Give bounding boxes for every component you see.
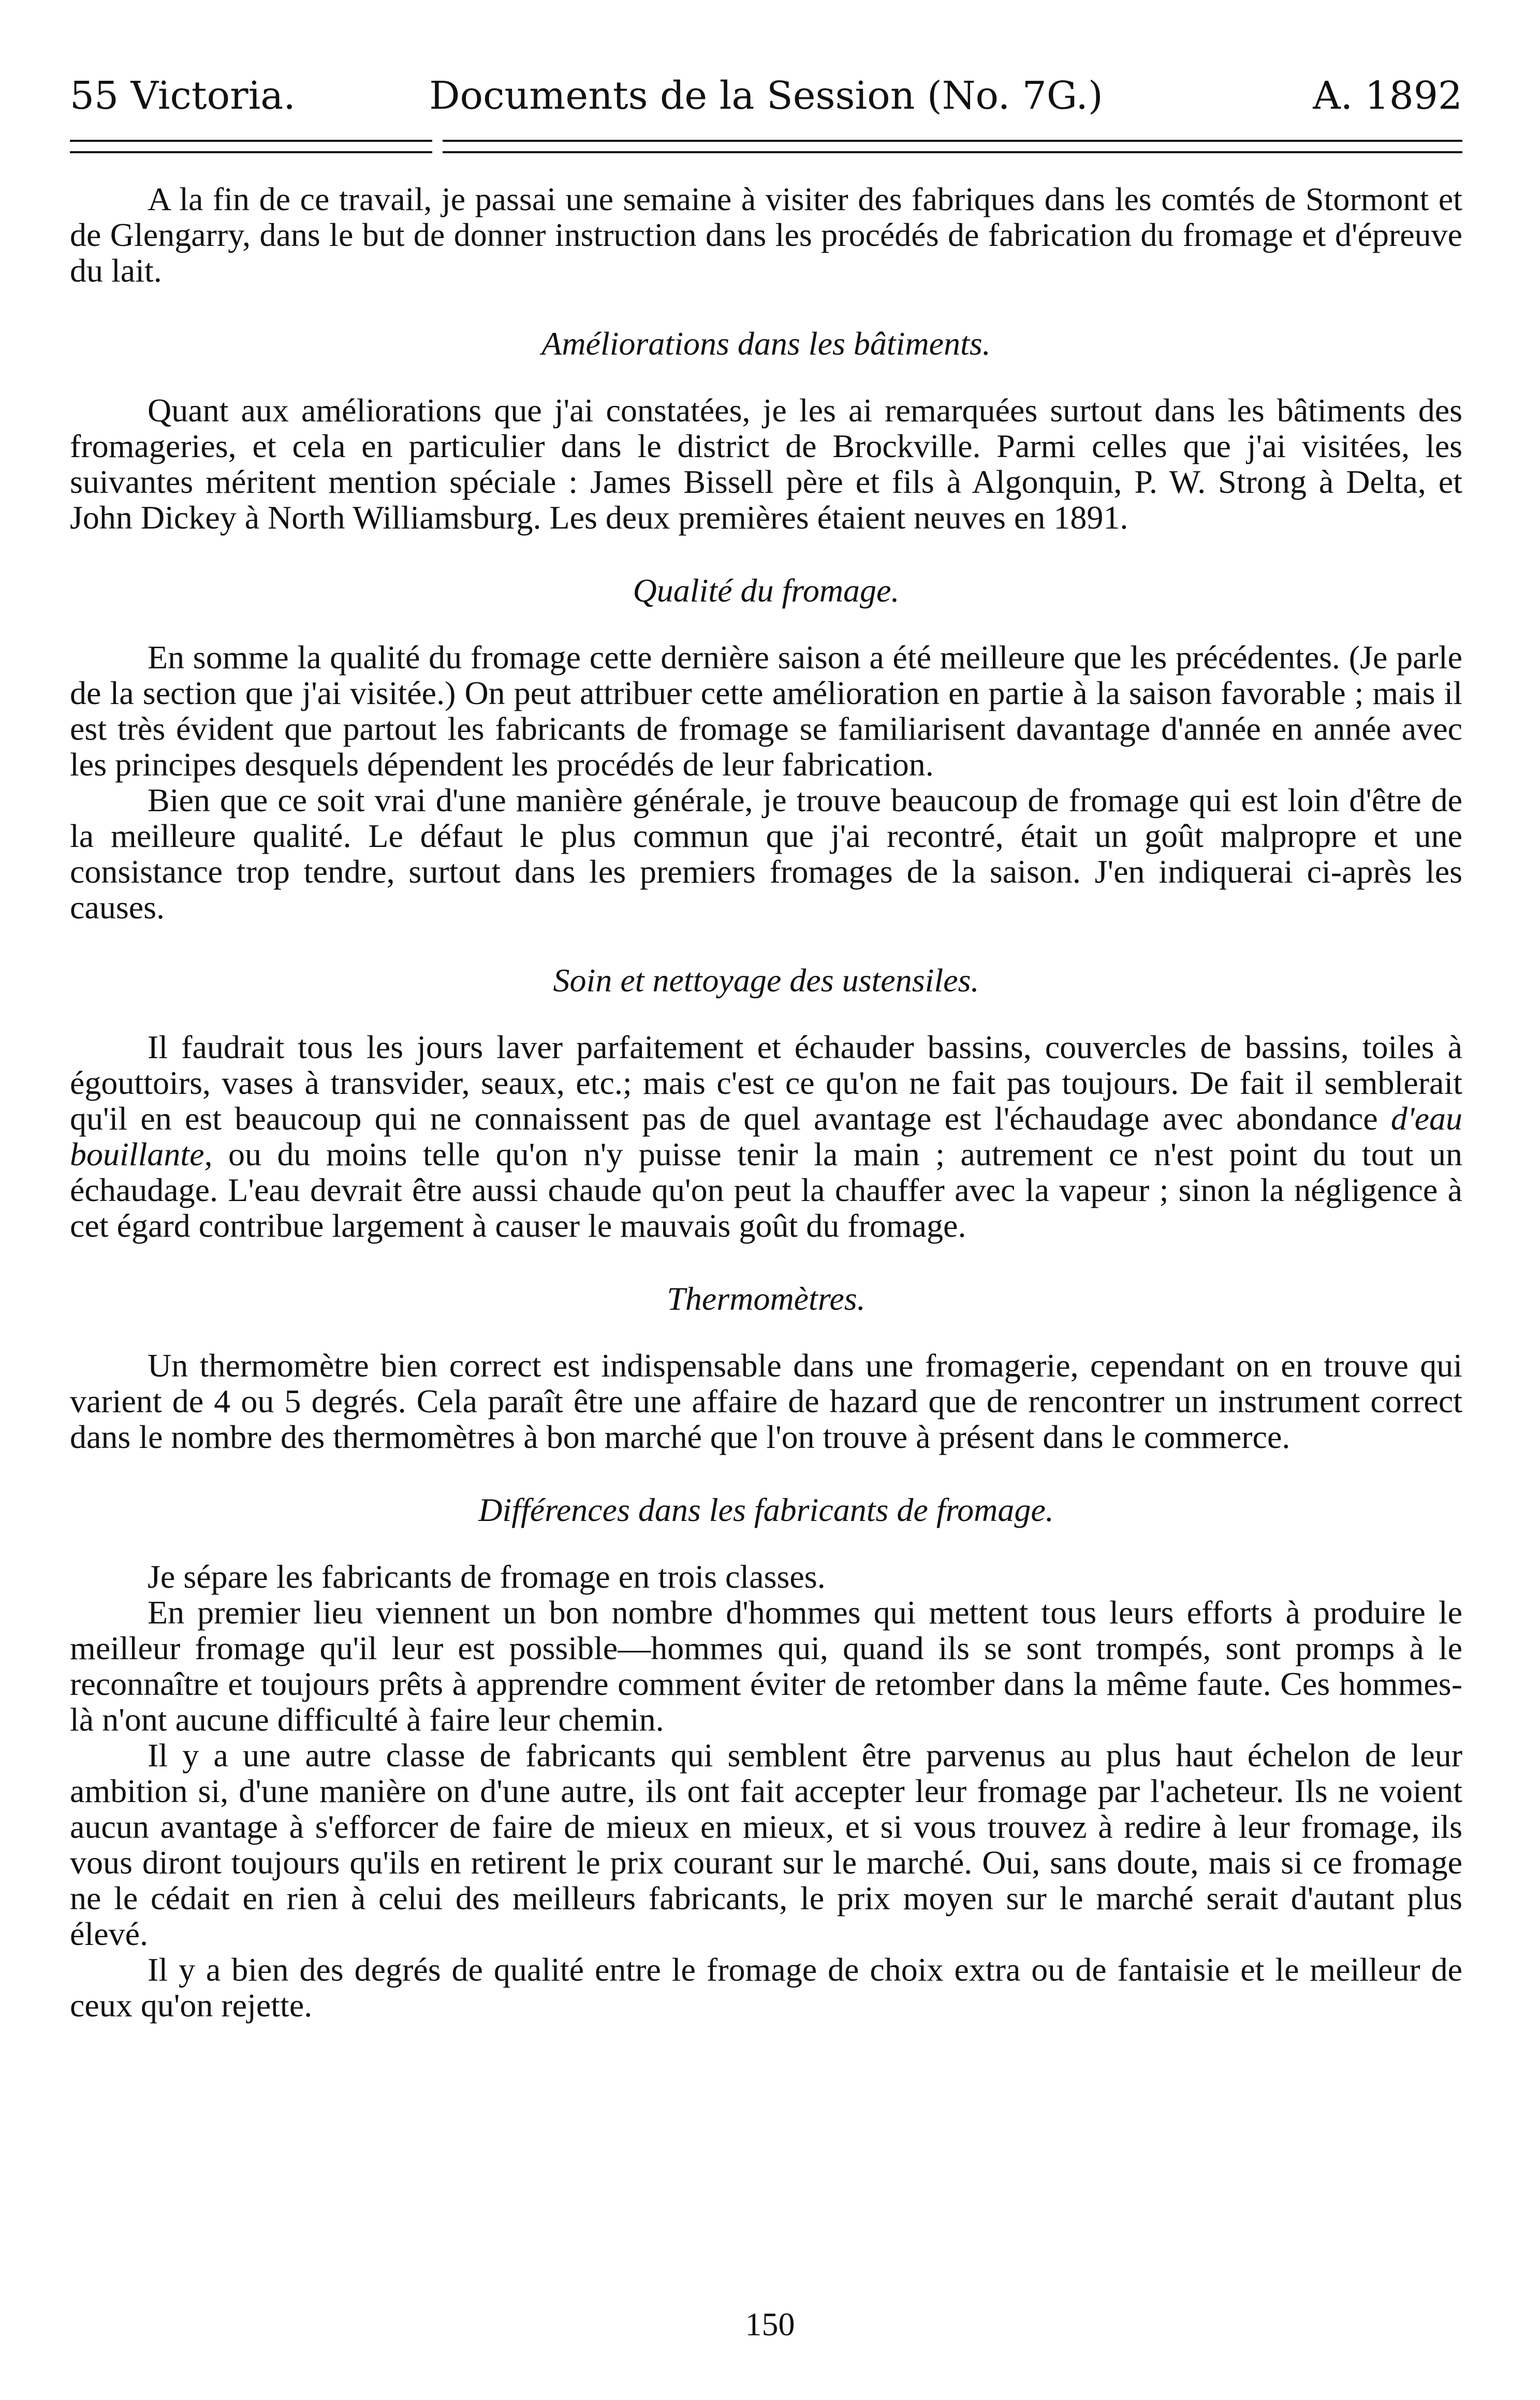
document-page (70, 67, 1462, 2023)
section-heading-thermometres: Thermomètres. (667, 1280, 866, 1317)
page-number: 150 (745, 2306, 795, 2343)
paragraph: Bien que ce soit vrai d'une manière générale, je trouve beaucoup de fromage qui est loin d'être de la meilleure qualité. Le défaut le plus commun que j'ai recontré, était un goût malpropre et une consistance trop tendre, surtout dans les premiers fromages de la saison. J'en indiquerai ci-après les causes. (70, 782, 1462, 926)
header-rule-right (443, 140, 1462, 153)
paragraph: Quant aux améliorations que j'ai constatées, je les ai remarquées surtout dans les bâtiments des fromageries, et cela en particulier dans le district de Brockville. Parmi celles que j'ai visitées, les suivantes méritent mention spéciale : James Bissell père et fils à Algonquin, P. W. Strong à Delta, et John Dickey à North Williamsburg. Les deux premières étaient neuves en 1891. (70, 392, 1462, 536)
intro-paragraph: A la fin de ce travail, je passai une semaine à visiter des fabriques dans les comtés de Stormont et de Glengarry, dans le but de donner instruction dans les procédés de fabrication du fromage et d'épreuve du lait. (70, 181, 1462, 289)
header-year: A. 1892 (1313, 74, 1462, 118)
header-rule-left (70, 140, 432, 153)
paragraph: Il y a une autre classe de fabricants qui semblent être parvenus au plus haut échelon de leur ambition si, d'une manière on d'une autre, ils ont fait accepter leur fromage par l'acheteur. Ils ne voient aucun avantage à s'efforcer de faire de mieux en mieux, et si vous trouvez à redire à leur fromage, ils vous diront toujours qu'ils en retirent le prix courant sur le marché. Oui, sans doute, mais si ce fromage ne le cédait en rien à celui des meilleurs fabricants, le prix moyen sur le marché serait d'autant plus élevé. (70, 1737, 1462, 1952)
paragraph: Un thermomètre bien correct est indispensable dans une fromagerie, cependant on en trouve qui varient de 4 ou 5 degrés. Cela paraît être une affaire de hazard que de rencontrer un instrument correct dans le nombre des thermomètres à bon marché que l'on trouve à présent dans le commerce. (70, 1347, 1462, 1455)
header-double-rule (70, 140, 1462, 160)
section-heading-soin: Soin et nettoyage des ustensiles. (553, 962, 979, 999)
paragraph (70, 1029, 1462, 1243)
paragraph-text: ou du moins telle qu'on n'y puisse tenir la main ; autrement ce n'est point du tout un échaudage. L'eau devrait être aussi chaude qu'on peut la chauffer avec la vapeur ; sinon la négligence à cet égard contribue largement à causer le mauvais goût du fromage. (70, 1136, 1462, 1244)
section-heading-differences: Différences dans les fabricants de fromage. (478, 1491, 1054, 1528)
section-heading-qualite: Qualité du fromage. (633, 572, 900, 609)
paragraph-text: Il faudrait tous les jours laver parfaitement et échauder bassins, couvercles de bassins, toiles à égouttoirs, vases à transvider, seaux, etc.; mais c'est ce qu'on ne fait pas toujours. De fait il semblerait qu'il en est beaucoup qui ne connaissent pas de quel avantage est l'échaudage avec abondance (70, 1029, 1462, 1137)
header-volume: 55 Victoria. (70, 74, 296, 118)
paragraph: Je sépare les fabricants de fromage en trois classes. (148, 1558, 826, 1595)
header-title: Documents de la Session (No. 7G.) (429, 74, 1103, 118)
section-heading-ameliorations: Améliorations dans les bâtiments. (541, 325, 991, 362)
paragraph-emphasis: d'eau bouillante, (70, 1100, 1462, 1173)
paragraph: En somme la qualité du fromage cette dernière saison a été meilleure que les précédentes. (Je parle de la section que j'ai visitée.) On peut attribuer cette amélioration en partie à la saison favorable ; mais il est très évident que partout les fabricants de fromage se familiarisent davantage d'année en année avec les principes desquels dépendent les procédés de leur fabrication. (70, 639, 1462, 783)
running-header (70, 67, 1462, 124)
paragraph: En premier lieu viennent un bon nombre d'hommes qui mettent tous leurs efforts à produire le meilleur fromage qu'il leur est possible—hommes qui, quand ils se sont trompés, sont promps à le reconnaître et toujours prêts à apprendre comment éviter de retomber dans la même faute. Ces hommes-là n'ont aucune difficulté à faire leur chemin. (70, 1594, 1462, 1738)
document-body (70, 181, 1462, 2023)
paragraph: Il y a bien des degrés de qualité entre le fromage de choix extra ou de fantaisie et le meilleur de ceux qu'on rejette. (70, 1951, 1462, 2024)
